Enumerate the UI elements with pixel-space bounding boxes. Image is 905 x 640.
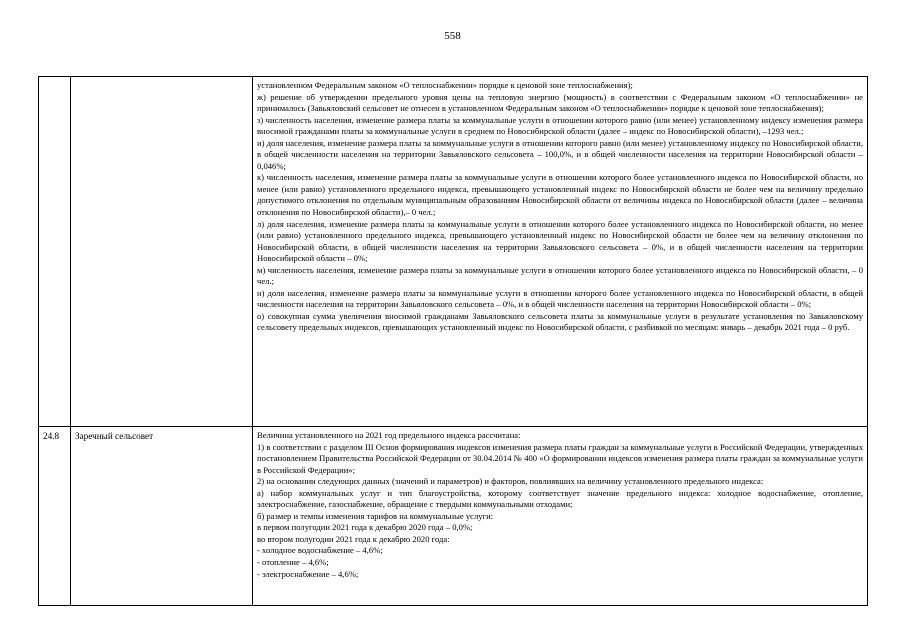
row-number-cell (39, 77, 71, 426)
paragraph: Величина установленного на 2021 год предельного индекса рассчитана: (257, 430, 521, 440)
paragraph: ж) решение об утверждении предельного уровня цены на тепловую энергию (мощность) в соответствии с Федеральным законом «О теплоснабжении» не принималось (Завьяловский сельсовет не отнесен в установленном Федеральным законом «О теплоснабжении» порядке к ценовой зоне теплоснабжения); (257, 91, 863, 114)
paragraph: о) совокупная сумма увеличения вносимой гражданами Завьяловского сельсовета платы за коммунальные услуги в результате установления по Завьяловскому сельсовету предельных индексов, превышающих установленный индекс по Новосибирской области, с разбивкой по месяцам: январь – декабрь 2021 года – 0 руб. (257, 310, 863, 333)
paragraph: 2) на основании следующих данных (значений и параметров) и факторов, повлиявших на величину установленного предельного индекса: (257, 476, 764, 487)
paragraph: з) численность населения, изменение размера платы за коммунальные услуги в отношении которого равно (или менее) установленному индексу изменения размера вносимой гражданами платы за коммунальные услуги в среднем по Новосибирской области (далее – индекс по Новосибирской области), –1293 чел.; (257, 114, 863, 137)
document-table (38, 76, 868, 606)
page-number: 558 (444, 30, 461, 42)
municipality-name-cell (71, 427, 253, 605)
paragraph: 1) в соответствии с разделом III Основ формирования индексов изменения размера платы граждан за коммунальные услуги в Российской Федерации, утвержденных постановлением Правительства Российской Федерации от 30.04.2014 № 400 «О формировании индексов изменения размера платы граждан за коммунальные услуги в Российской Федерации»; (257, 441, 863, 475)
row-number: 24.8 (43, 431, 60, 441)
paragraph: - холодное водоснабжение – 4,6%; (257, 545, 383, 556)
paragraph: а) набор коммунальных услуг и тип благоустройства, которому соответствует значение предельного индекса: холодное водоснабжение, отопление, электроснабжение, газоснабжение, обращение с твердыми коммунальными отходами; (257, 487, 863, 510)
municipality-name-cell (71, 77, 253, 426)
paragraph: н) доля населения, изменение размера платы за коммунальные услуги в отношении которого более установленного индекса по Новосибирской области, в общей численности населения на территории Завьяловского сельсовета – 0%, и в общей численности населения на территории Новосибирской области – 0%; (257, 287, 863, 310)
row-number-cell (39, 427, 71, 605)
table-row (39, 77, 867, 427)
paragraph: л) доля населения, изменение размера платы за коммунальные услуги в отношении которого более установленного индекса по Новосибирской области, но менее (или равно) установленного предельного индекса, превышающего установленный индекс по Новосибирской области не более чем на величину отклонения по Новосибирской области, в общей численности населения на территории Завьяловского сельсовета – 0%, и в общей численности населения на территории Новосибирской области – 0%; (257, 218, 863, 264)
municipality-name (71, 77, 252, 83)
paragraph: м) численность населения, изменение размера платы за коммунальные услуги в отношении которого более установленного индекса по Новосибирской области, – 0 чел.; (257, 264, 863, 287)
paragraph: - отопление – 4,6%; (257, 557, 329, 568)
paragraph: установленном Федеральным законом «О теплоснабжении» порядке к ценовой зоне теплоснабжения); (257, 80, 633, 90)
paragraph: во втором полугодии 2021 года к декабрю 2020 года: (257, 533, 450, 544)
table-row (39, 427, 867, 605)
municipality-name: Заречный сельсовет (75, 431, 154, 441)
description-cell (253, 427, 867, 605)
paragraph: - электроснабжение – 4,6%; (257, 568, 359, 579)
paragraph: в первом полугодии 2021 года к декабрю 2020 года – 0,0%; (257, 522, 473, 533)
description-cell (253, 77, 867, 426)
paragraph: к) численность населения, изменение размера платы за коммунальные услуги в отношении которого более установленного индекса по Новосибирской области, но менее (или равно) установленного предельного индекса, превышающего установленный индекс по Новосибирской области не более чем на величину предельно допустимого отклонения по отдельным муниципальным образованиям Новосибирской области от величины индекса по Новосибирской области (далее – величина отклонения по Новосибирской области),– 0 чел.; (257, 172, 863, 218)
paragraph: и) доля населения, изменение размера платы за коммунальные услуги в отношении которого равно (или менее) установленному индексу по Новосибирской области, в общей численности населения на территории Завьяловского сельсовета – 100,0%, и в общей численности населения на территории Новосибирской области – 0,046%; (257, 137, 863, 171)
paragraph: б) размер и темпы изменения тарифов на коммунальные услуги: (257, 510, 494, 521)
row-number (39, 77, 70, 83)
